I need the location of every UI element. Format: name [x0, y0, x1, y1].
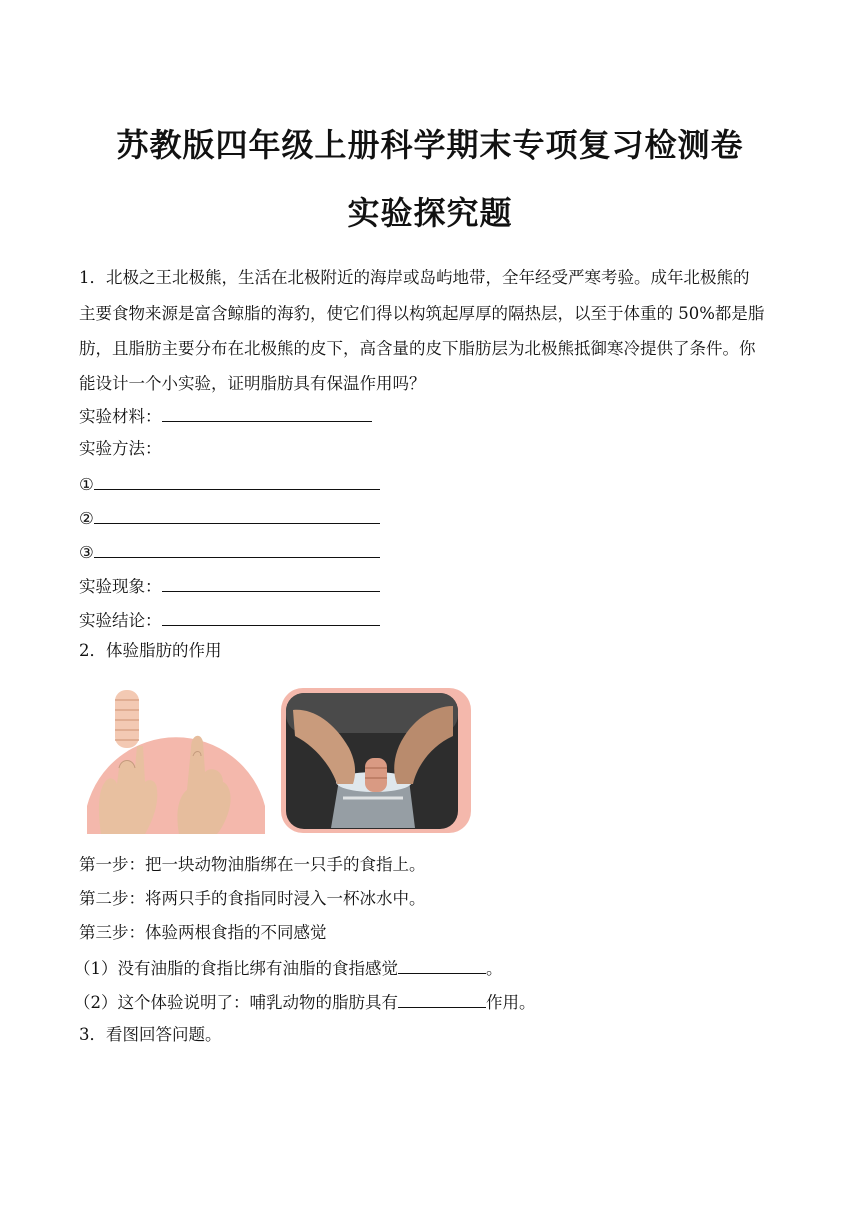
materials-label: 实验材料： [79, 407, 162, 426]
method-step-3-marker: ③ [79, 543, 94, 562]
materials-row [79, 405, 372, 427]
q3-heading: 3．看图回答问题。 [79, 1025, 222, 1044]
q1-line-1: 1．北极之王北极熊，生活在北极附近的海岸或岛屿地带，全年经受严寒考验。成年北极熊的 [79, 268, 750, 287]
conclusion-blank[interactable] [162, 609, 380, 626]
method-step-1-marker: ① [79, 475, 94, 494]
method-step-2-blank[interactable] [94, 507, 380, 524]
q2-step-1: 第一步：把一块动物油脂绑在一只手的食指上。 [79, 855, 426, 874]
page-title: 苏教版四年级上册科学期末专项复习检测卷 [116, 126, 744, 164]
q2-sub-1-row [74, 957, 503, 979]
q1-line-4: 能设计一个小实验，证明脂肪具有保温作用吗？ [79, 374, 426, 393]
method-label: 实验方法： [79, 439, 162, 458]
q2-sub-1-end: 。 [486, 959, 503, 978]
method-step-2-row [79, 507, 380, 529]
q1-line-3: 肪，且脂肪主要分布在北极熊的皮下，高含量的皮下脂肪层为北极熊抵御寒冷提供了条件。你 [79, 339, 756, 358]
q1-line-2: 主要食物来源是富含鲸脂的海豹，使它们得以构筑起厚厚的隔热层，以至于体重的 50%都是脂 [79, 304, 765, 323]
method-step-2-marker: ② [79, 509, 94, 528]
conclusion-row [79, 609, 380, 631]
phenomenon-label: 实验现象： [79, 577, 162, 596]
q2-sub-1-blank[interactable] [398, 957, 486, 974]
materials-answer-blank[interactable] [162, 405, 372, 422]
fat-wrapped-finger [115, 690, 139, 748]
method-step-3-row [79, 541, 380, 563]
q2-heading: 2．体验脂肪的作用 [79, 641, 222, 660]
q2-step-3: 第三步：体验两根食指的不同感觉 [79, 923, 327, 942]
q2-sub-2-text: （2）这个体验说明了：哺乳动物的脂肪具有 [74, 993, 398, 1012]
q2-step-2: 第二步：将两只手的食指同时浸入一杯冰水中。 [79, 889, 426, 908]
method-step-3-blank[interactable] [94, 541, 380, 558]
q2-sub-2-blank[interactable] [398, 991, 486, 1008]
phenomenon-blank[interactable] [162, 575, 380, 592]
conclusion-label: 实验结论： [79, 611, 162, 630]
ice-water-photo [281, 688, 471, 833]
method-step-1-row [79, 473, 380, 495]
fingers-photo [79, 686, 269, 836]
page-subtitle: 实验探究题 [347, 194, 513, 232]
method-step-1-blank[interactable] [94, 473, 380, 490]
q2-sub-2-row [74, 991, 536, 1013]
q2-sub-1-text: （1）没有油脂的食指比绑有油脂的食指感觉 [74, 959, 398, 978]
phenomenon-row [79, 575, 380, 597]
q2-sub-2-end: 作用。 [486, 993, 536, 1012]
